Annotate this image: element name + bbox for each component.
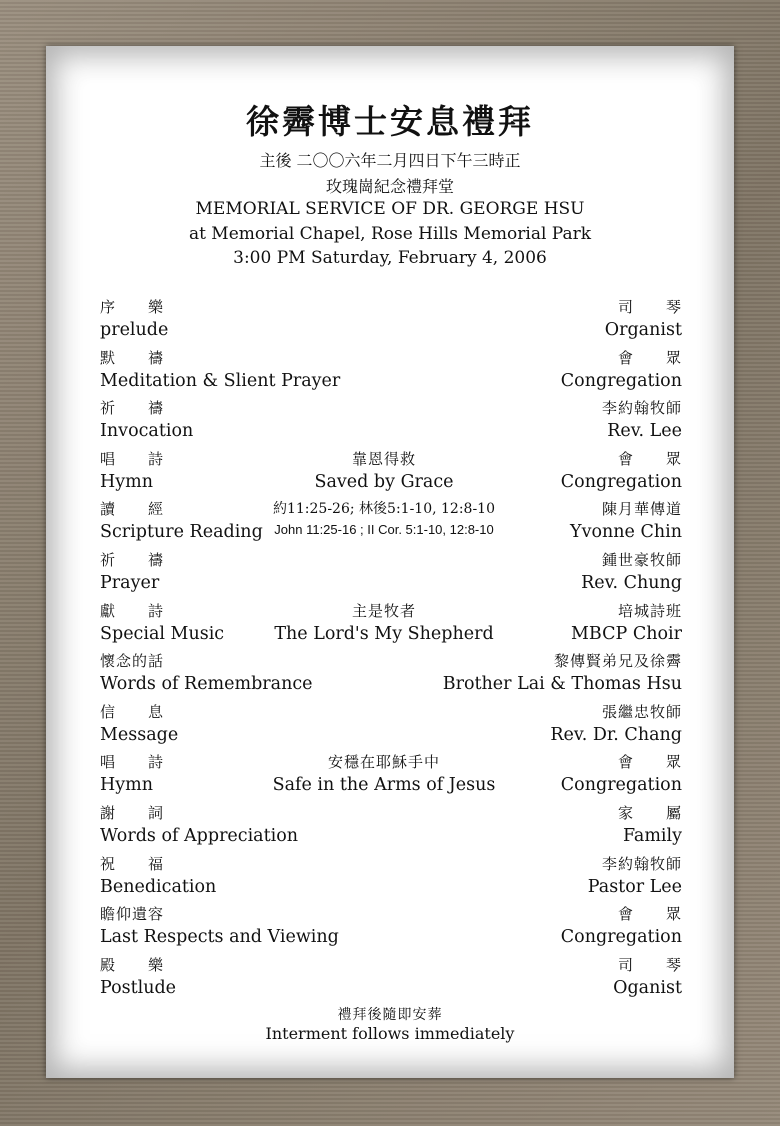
- item-name-chinese: 祈 禱: [100, 399, 165, 418]
- item-leader-english: Rev. Dr. Chang: [550, 724, 682, 745]
- item-leader-chinese: 黎傳賢弟兄及徐霽: [553, 652, 682, 671]
- item-name-english: Hymn: [100, 775, 154, 796]
- item-name-english: Invocation: [100, 421, 194, 442]
- item-name-chinese: 瞻仰遺容: [100, 905, 165, 924]
- item-leader-english: Pastor Lee: [587, 876, 682, 897]
- program-row-zh: [100, 903, 682, 928]
- program-row-zh: [100, 751, 682, 776]
- program-row-en: [100, 371, 682, 396]
- item-leader-chinese: 會 眾: [617, 449, 682, 468]
- item-detail-english: The Lord's My Shepherd: [274, 623, 494, 644]
- item-name-chinese: 信 息: [100, 702, 165, 721]
- item-name-chinese: 序 樂: [100, 298, 165, 316]
- program-row-zh: [100, 650, 682, 675]
- program-row-zh: [100, 954, 682, 979]
- item-leader-chinese: 張繼忠牧師: [601, 702, 682, 721]
- item-name-english: Benedication: [100, 876, 217, 897]
- program-sheet: [46, 46, 734, 1078]
- program-row-en: [100, 624, 682, 649]
- item-leader-chinese: 司 琴: [617, 955, 682, 974]
- item-name-english: Words of Appreciation: [100, 826, 299, 846]
- program-row-en: [100, 826, 682, 851]
- program-row-en: [100, 775, 682, 800]
- program-row-en: [100, 927, 682, 952]
- program-row-zh: [100, 600, 682, 625]
- item-name-chinese: 唱 詩: [100, 753, 165, 772]
- program-row-en: [100, 421, 682, 446]
- item-leader-english: Congregation: [560, 927, 682, 948]
- program-row-zh: [100, 802, 682, 827]
- title-chinese: 徐霽博士安息禮拜: [246, 102, 534, 141]
- item-leader-chinese: 司 琴: [617, 298, 682, 316]
- item-detail-chinese: 安穩在耶穌手中: [327, 753, 441, 772]
- item-name-chinese: 唱 詩: [100, 449, 165, 468]
- program-row-en: [100, 472, 682, 497]
- item-name-english: Message: [100, 724, 179, 745]
- item-leader-english: Congregation: [560, 775, 682, 796]
- item-detail-chinese: 主是牧者: [351, 601, 417, 620]
- item-leader-english: Rev. Lee: [607, 421, 682, 442]
- program-row-en: [100, 725, 682, 750]
- item-leader-english: Organist: [604, 320, 682, 340]
- item-leader-chinese: 會 眾: [617, 348, 682, 367]
- program-row-zh: [100, 498, 682, 523]
- program-row-en: [100, 320, 682, 345]
- item-detail-english: Saved by Grace: [314, 471, 454, 492]
- item-leader-chinese: 陳月華傳道: [601, 500, 682, 519]
- item-detail-chinese: 靠恩得救: [351, 449, 417, 468]
- program-row-en: [100, 978, 682, 1003]
- item-leader-chinese: 李約翰牧師: [601, 399, 682, 418]
- item-name-english: prelude: [100, 320, 169, 340]
- item-leader-chinese: 培城詩班: [617, 601, 682, 620]
- item-name-chinese: 懷念的話: [100, 652, 165, 671]
- title-english: MEMORIAL SERVICE OF DR. GEORGE HSU: [195, 199, 585, 219]
- program-row-zh: [100, 296, 682, 321]
- item-name-chinese: 祈 禱: [100, 551, 165, 569]
- program-row-en: [100, 877, 682, 902]
- item-leader-chinese: 會 眾: [617, 905, 682, 924]
- program-row-zh: [100, 397, 682, 422]
- program-row-zh: [100, 701, 682, 726]
- program-row-en: [100, 573, 682, 598]
- program-row-zh: [100, 448, 682, 473]
- program-row-zh: [100, 853, 682, 878]
- item-name-english: Prayer: [100, 573, 160, 593]
- item-detail-english: John 11:25-16 ; II Cor. 5:1-10, 12:8-10: [274, 522, 494, 538]
- item-leader-english: Rev. Chung: [581, 573, 682, 593]
- item-leader-chinese: 會 眾: [617, 753, 682, 772]
- item-leader-english: Congregation: [560, 370, 682, 391]
- item-leader-chinese: 鍾世豪牧師: [601, 551, 682, 569]
- program-row-zh: [100, 347, 682, 372]
- item-leader-english: Family: [622, 826, 682, 846]
- datetime-english: 3:00 PM Saturday, February 4, 2006: [233, 248, 547, 268]
- item-name-english: Scripture Reading: [100, 522, 263, 543]
- item-name-english: Special Music: [100, 623, 225, 644]
- item-detail-chinese: 約11:25-26; 林後5:1-10, 12:8-10: [272, 501, 496, 518]
- item-name-chinese: 讀 經: [100, 500, 165, 519]
- item-leader-english: Congregation: [560, 471, 682, 492]
- interment-note-chinese: 禮拜後隨即安葬: [337, 1007, 443, 1023]
- item-detail-english: Safe in the Arms of Jesus: [272, 775, 496, 796]
- venue-english: at Memorial Chapel, Rose Hills Memorial Park: [188, 224, 592, 244]
- datetime-chinese: 主後 二〇〇六年二月四日下午三時正: [259, 151, 521, 170]
- item-name-english: Words of Remembrance: [100, 674, 313, 695]
- item-leader-chinese: 家 屬: [617, 804, 682, 822]
- program-row-en: [100, 522, 682, 547]
- item-name-chinese: 殿 樂: [100, 955, 165, 974]
- item-leader-english: Yvonne Chin: [570, 522, 682, 543]
- item-name-english: Postlude: [100, 977, 177, 998]
- item-name-english: Meditation & Slient Prayer: [100, 370, 341, 391]
- item-leader-english: Brother Lai & Thomas Hsu: [442, 674, 682, 695]
- program-row-zh: [100, 549, 682, 574]
- item-leader-chinese: 李約翰牧師: [601, 854, 682, 873]
- item-name-english: Hymn: [100, 471, 154, 492]
- item-leader-english: MBCP Choir: [571, 623, 682, 644]
- item-name-chinese: 獻 詩: [100, 601, 165, 620]
- item-name-chinese: 祝 福: [100, 854, 165, 873]
- interment-note-english: Interment follows immediately: [265, 1024, 515, 1043]
- item-name-chinese: 默 禱: [100, 348, 165, 367]
- item-name-chinese: 謝 詞: [100, 804, 165, 822]
- item-name-english: Last Respects and Viewing: [100, 927, 339, 948]
- item-leader-english: Oganist: [613, 977, 682, 998]
- program-row-en: [100, 674, 682, 699]
- venue-chinese: 玫瑰崗紀念禮拜堂: [325, 177, 454, 196]
